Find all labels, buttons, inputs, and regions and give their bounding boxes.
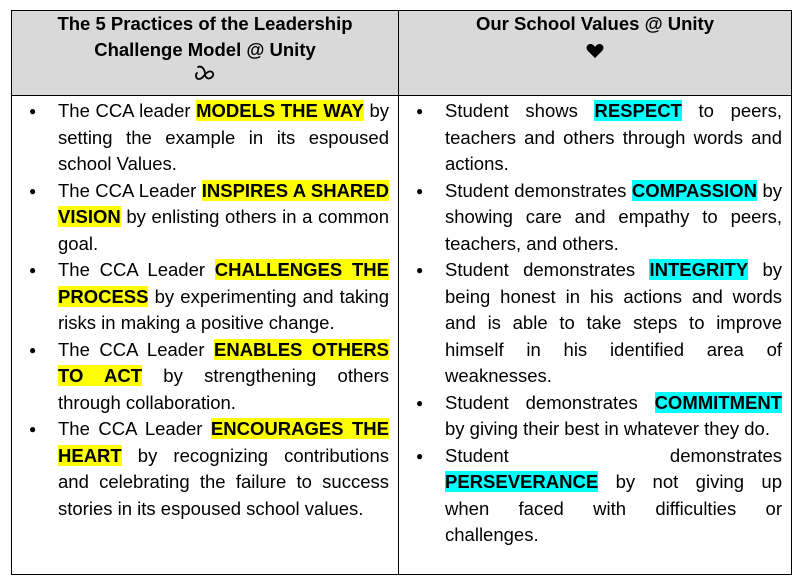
value-item: ● Student demonstrates COMPASSION by showing care and empathy to peers, teachers, and others. xyxy=(399,178,782,258)
values-cell xyxy=(399,96,792,575)
practice-item: ● The CCA leader MODELS THE WAY by setting the example in its espoused school Values. xyxy=(12,98,389,178)
value-item: ● Student demonstrates INTEGRITY by being honest in his actions and words and is able to take steps to improve himself in his identified area of weaknesses. xyxy=(399,257,782,390)
heart-icon xyxy=(399,37,791,66)
practice-item: ● The CCA Leader ENCOURAGES THE HEART by recognizing contributions and celebrating the failure to success stories in its espoused school values. xyxy=(12,416,389,522)
practices-cell xyxy=(12,96,399,575)
practice-keyword: MODELS THE WAY xyxy=(196,100,364,121)
practices-list xyxy=(12,96,398,522)
value-keyword: INTEGRITY xyxy=(649,259,749,280)
values-table xyxy=(11,10,792,575)
right-header-cell xyxy=(399,11,792,96)
value-keyword: PERSEVERANCE xyxy=(445,471,599,492)
left-header-title: The 5 Practices of the Leadership Challenge Model @ Unity xyxy=(57,13,353,60)
body-row xyxy=(12,96,792,575)
value-keyword: COMMITMENT xyxy=(654,391,782,413)
practice-item: ● The CCA Leader ENABLES OTHERS TO ACT by strengthening others through collaboration. xyxy=(12,337,389,417)
value-item: ● Student demonstrates PERSEVERANCE by not giving up when faced with difficulties or challenges. xyxy=(399,443,782,549)
practice-keyword: ENCOURAGES THE HEART xyxy=(58,418,389,466)
infinity-cycle-icon xyxy=(12,63,398,89)
right-header-title: Our School Values @ Unity xyxy=(475,13,715,34)
practice-item: ● The CCA Leader CHALLENGES THE PROCESS by experimenting and taking risks in making a positive change. xyxy=(12,257,389,337)
value-keyword: RESPECT xyxy=(594,100,682,121)
value-item: ● Student shows RESPECT to peers, teachers and others through words and actions. xyxy=(399,98,782,178)
left-header-cell xyxy=(12,11,399,96)
practice-keyword: ENABLES OTHERS TO ACT xyxy=(58,338,389,386)
value-keyword: COMPASSION xyxy=(631,179,757,201)
values-list xyxy=(399,96,791,549)
header-row xyxy=(12,11,792,96)
practice-keyword: INSPIRES A SHARED VISION xyxy=(58,179,389,227)
practice-keyword: CHALLENGES THE PROCESS xyxy=(58,259,389,307)
value-item: ● Student demonstrates COMMITMENT by giving their best in whatever they do. xyxy=(399,390,782,443)
practice-item: ● The CCA Leader INSPIRES A SHARED VISION by enlisting others in a common goal. xyxy=(12,178,389,258)
